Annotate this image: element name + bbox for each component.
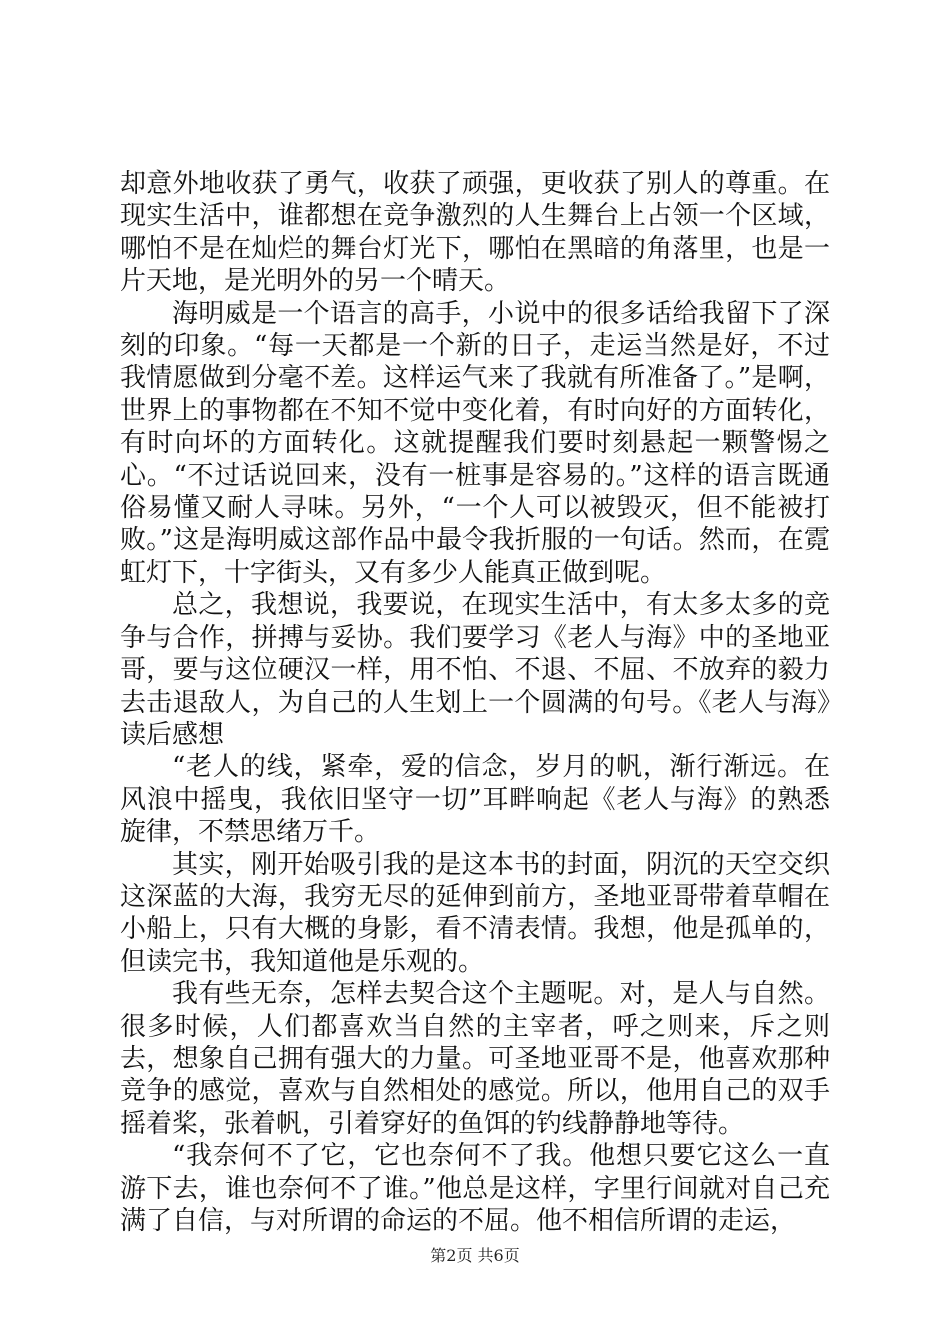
paragraph-5: 其实，刚开始吸引我的是这本书的封面，阴沉的天空交织这深蓝的大海，我穷无尽的延伸到前方，圣地亚哥带着草帽在小船上，只有大概的身影，看不清表情。我想，他是孤单的，但读完书，我知道他是乐观的。 bbox=[120, 849, 830, 977]
paragraph-7: “我奈何不了它，它也奈何不了我。他想只要它这么一直游下去，谁也奈何不了谁。”他总是这样，字里行间就对自己充满了自信，与对所谓的命运的不屈。他不相信所谓的走运， bbox=[120, 1141, 830, 1236]
document-body bbox=[120, 168, 830, 1237]
page-number-footer: 第2页 共6页 bbox=[430, 1246, 520, 1265]
paragraph-1: 却意外地收获了勇气，收获了顽强，更收获了别人的尊重。在现实生活中，谁都想在竞争激烈的人生舞台上占领一个区域，哪怕不是在灿烂的舞台灯光下，哪怕在黑暗的角落里，也是一片天地，是光明外的另一个晴天。 bbox=[120, 169, 830, 297]
paragraph-2: 海明威是一个语言的高手，小说中的很多话给我留下了深刻的印象。“每一天都是一个新的日子，走运当然是好，不过我情愿做到分毫不差。这样运气来了我就有所准备了。”是啊，世界上的事物都在不知不觉中变化着，有时向好的方面转化，有时向坏的方面转化。这就提醒我们要时刻悬起一颗警惕之心。“不过话说回来，没有一桩事是容易的。”这样的语言既通俗易懂又耐人寻味。另外，“一个人可以被毁灭，但不能被打败。”这是海明威这部作品中最令我折服的一句话。然而，在霓虹灯下，十字街头，又有多少人能真正做到呢。 bbox=[120, 298, 830, 588]
paragraph-4: “老人的线，紧牵，爱的信念，岁月的帆，渐行渐远。在风浪中摇曳，我依旧坚守一切”耳畔响起《老人与海》的熟悉旋律，不禁思绪万千。 bbox=[120, 752, 830, 848]
paragraph-3: 总之，我想说，我要说，在现实生活中，有太多太多的竞争与合作，拼搏与妥协。我们要学习《老人与海》中的圣地亚哥，要与这位硬汉一样，用不怕、不退、不屈、不放弃的毅力去击退敌人，为自己的人生划上一个圆满的句号。《老人与海》读后感想 bbox=[120, 590, 830, 750]
paragraph-6: 我有些无奈，怎样去契合这个主题呢。对，是人与自然。很多时候，人们都喜欢当自然的主宰者，呼之则来，斥之则去，想象自己拥有强大的力量。可圣地亚哥不是，他喜欢那种竞争的感觉，喜欢与自然相处的感觉。所以，他用自己的双手摇着桨，张着帆，引着穿好的鱼饵的钓线静静地等待。 bbox=[120, 979, 830, 1139]
